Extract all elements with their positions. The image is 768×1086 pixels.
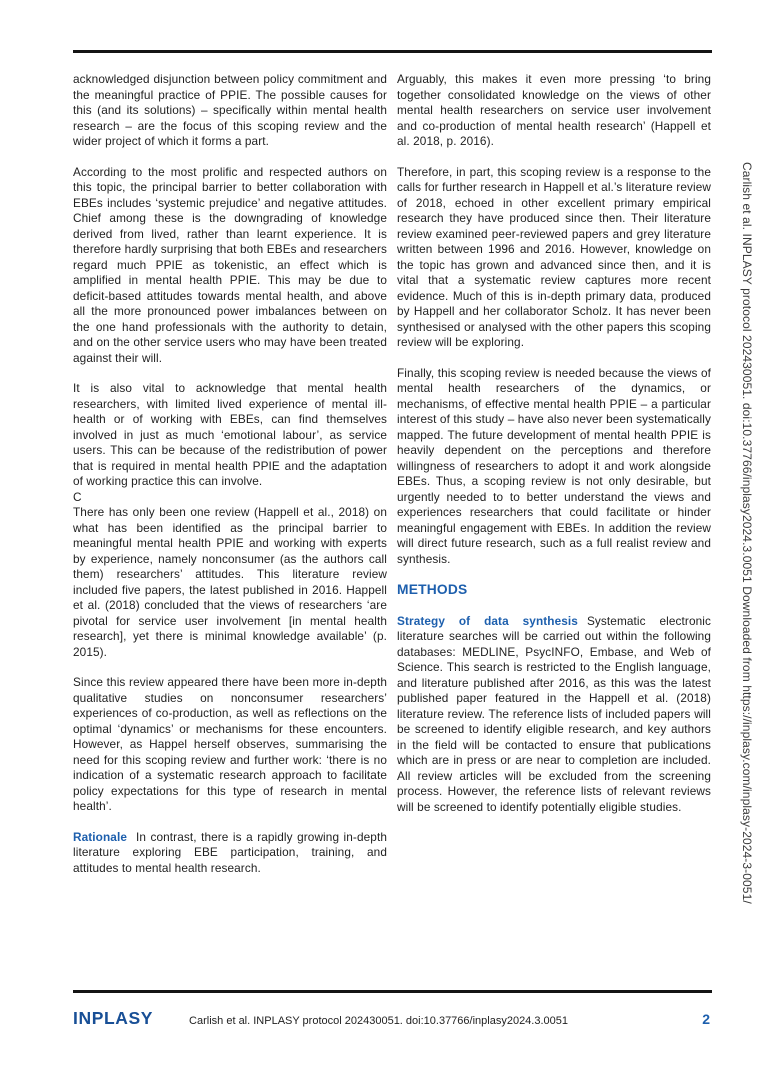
left-column: [73, 72, 387, 876]
rationale-text: In contrast, there is a rapidly growing in-depth literature exploring EBE participation, training, and attitudes to mental health research.: [73, 829, 387, 875]
paragraph: It is also vital to acknowledge that mental health researchers, with limited lived experience of mental ill-health or of working with EBEs, can find themselves involved in just as much ‘emotional labour’, as service users. This can be because of the redistribution of power that is required in mental health PPIE and the adaptation of working practice this can involve.: [73, 381, 387, 488]
paragraph: Therefore, in part, this scoping review is a response to the calls for further research in Happell et al.’s literature review of 2018, echoed in other excellent primary empirical research they have produced since then. Their literature review examined peer-reviewed papers and grey literature written between 1996 and 2016. However, knowledge on the topic has grown and advanced since then, and it is vital that a systematic review captures more recent evidence. Much of this is in-depth primary data, produced by Happell and her collaborator Scholz. It has never been synthesised or analysed with the other papers this scoping review will be exploring.: [397, 164, 711, 349]
paragraph: Arguably, this makes it even more pressing ‘to bring together consolidated knowledge on the views of other mental health researchers on service user involvement and co-production of mental health research’ (Happell et al. 2018, p. 2016).: [397, 72, 711, 148]
strategy-of-data-synthesis-label: Strategy of data synthesis: [397, 613, 578, 628]
methods-heading: METHODS: [397, 582, 468, 597]
strategy-text: Systematic electronic literature searches will be carried out within the following databases: MEDLINE, PsycINFO, Embase, and Web of Science. This search is restricted to the English language, and literature published after 2016, as this was the latest published paper featured in the Happell et al. (2018) literature review. The reference lists of included papers will be screened to identify eligible research, and key authors in the field will be contacted to ensure that publications which are in press or are near to completion are included. All review articles will be excluded from the screening process. However, the reference lists of relevant reviews will be screened to identify potentially eligible studies.: [397, 613, 712, 814]
page-number: 2: [702, 1011, 710, 1027]
paragraph: acknowledged disjunction between policy commitment and the meaningful practice of PPIE. The possible causes for this (and its solutions) – specifically within mental health research – are the focus of this scoping review and the wider project of which it forms a part.: [73, 72, 387, 148]
footer-citation: Carlish et al. INPLASY protocol 202430051. doi:10.37766/inplasy2024.3.0051: [189, 1015, 569, 1027]
top-rule: [73, 50, 712, 53]
paragraph: Since this review appeared there have been more in-depth qualitative studies on nonconsumer researchers’ experiences of co-production, as well as reflections on the optimal ‘dynamics’ or mechanisms for these encounters. However, as Happel herself observes, summarising the need for this scoping review and further work: ‘there is no indication of a systematic research approach to facilitate policy expectations for this type of research in mental health’.: [73, 675, 387, 813]
vertical-citation-text: Carlish et al. INPLASY protocol 202430051. doi:10.37766/inplasy2024.3.0051 Downloaded from https://inplasy.com/inplasy-2024-3-0051/: [740, 162, 754, 904]
paragraph: Finally, this scoping review is needed because the views of mental health researchers of the dynamics, or mechanisms, of effective mental health PPIE – a particular interest of this study – have also never been systematically mapped. The future development of mental health PPIE is heavily dependent on the perceptions and therefore willingness of researchers to adopt it and work alongside EBEs. Thus, a scoping review is not only desirable, but urgently needed to to better understand the views and experiences researchers that could facilitate or hinder meaningful engagement with EBEs. In addition the review will direct future research, such as a full realist review and synthesis.: [397, 365, 711, 566]
inplasy-logo: INPLASY: [73, 1008, 154, 1028]
paragraph: There has only been one review (Happell et al., 2018) on what has been identified as the principal barrier to meaningful mental health PPIE and working with experts by experience, namely nonconsumer (as the authors call them) researchers’ attitudes. This literature review included five papers, the latest published in 2016. Happell et al. (2018) concluded that the views of researchers ‘are pivotal for service user involvement [in mental health research], yet there is minimal knowledge available’ (p. 2015).: [73, 505, 387, 659]
bottom-rule: [73, 990, 712, 993]
paragraph: According to the most prolific and respected authors on this topic, the principal barrier to better collaboration with EBEs includes ‘systemic prejudice’ and negative attitudes. Chief among these is the downgrading of knowledge derived from lived, rather than learnt experience. It is therefore hardly surprising that both EBEs and researchers regard much PPIE as tokenistic, an effect which is amplified in mental health PPIE. This may be due to deficit-based attitudes towards mental health, and above all the more pronounced power imbalances between on the one hand professionals with the authority to detain, and on the other service users who may have been treated against their will.: [73, 164, 387, 365]
article-body: [73, 72, 712, 876]
stray-character-line: C: [73, 489, 82, 504]
strategy-paragraph: [397, 614, 711, 816]
page-footer: [73, 1008, 712, 1029]
rationale-paragraph: [73, 830, 387, 877]
right-column: [397, 72, 711, 876]
rationale-label: Rationale: [73, 829, 127, 844]
